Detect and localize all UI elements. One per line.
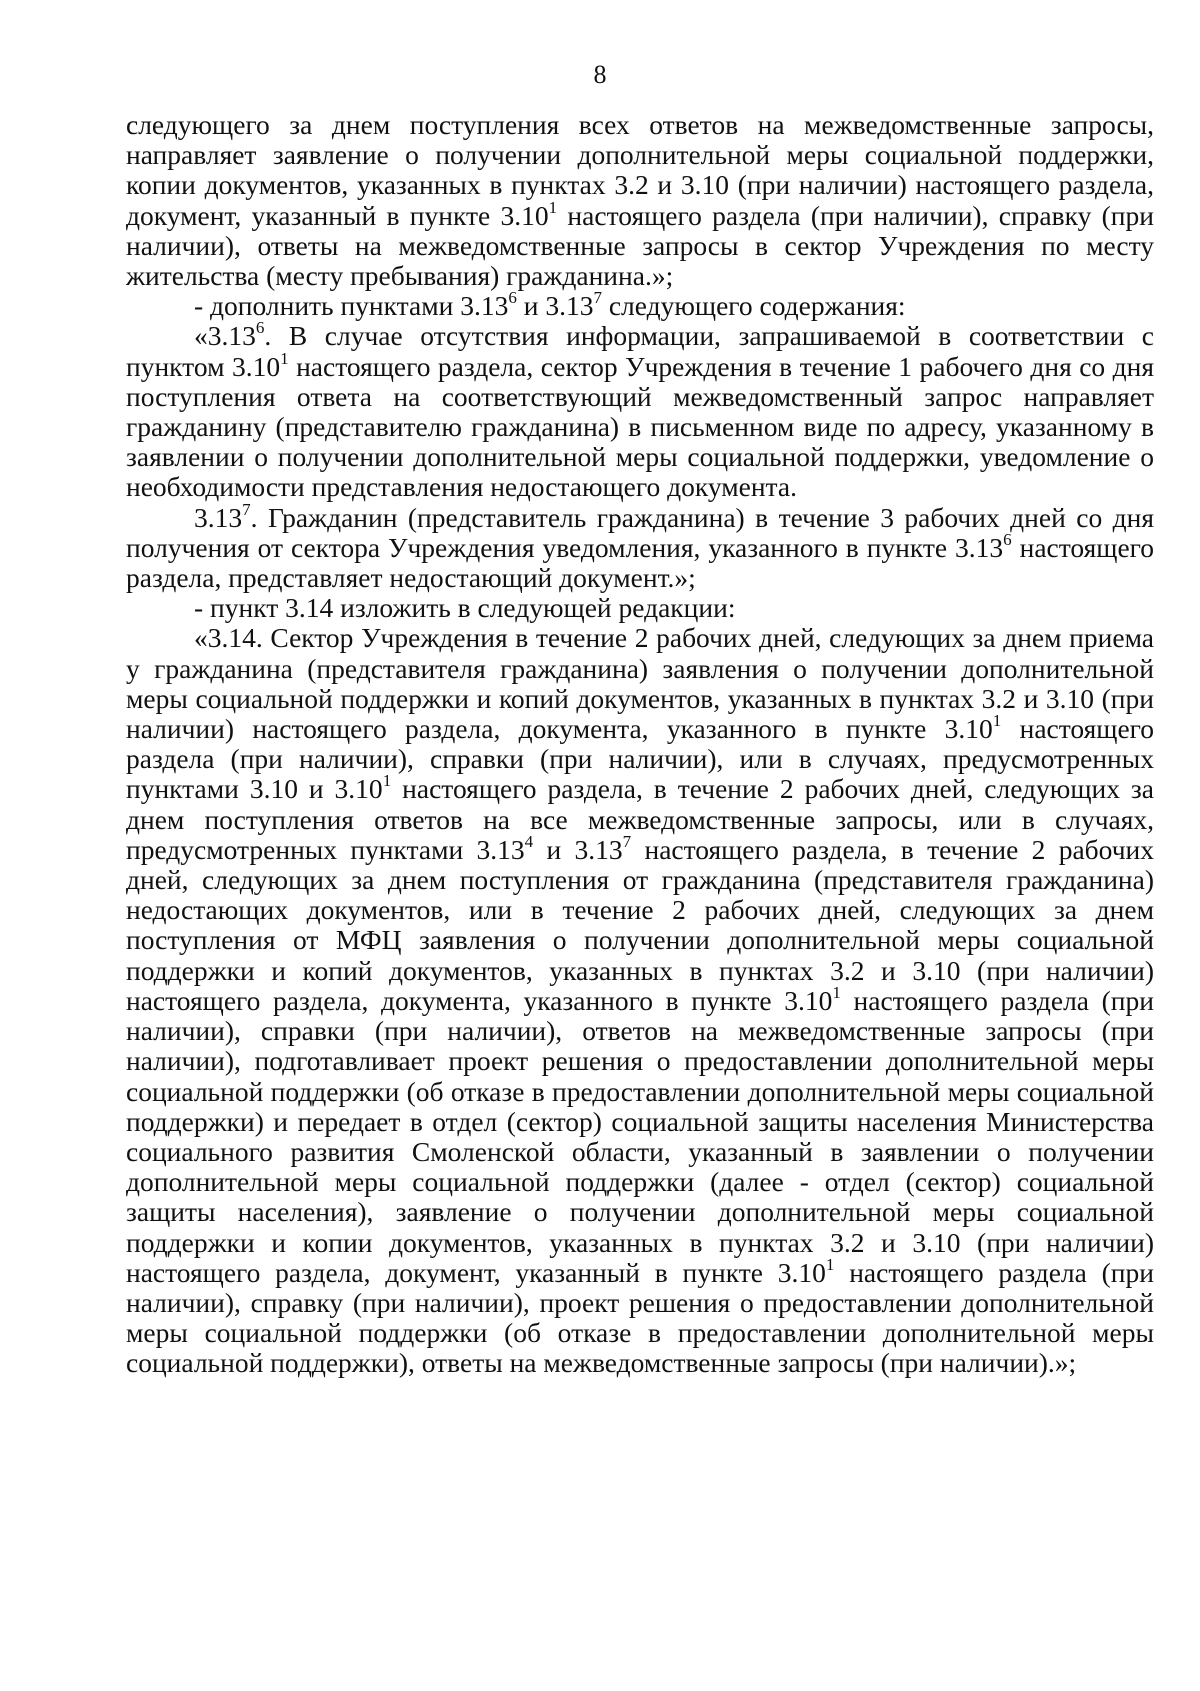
text-run: «3.14. Сектор Учреждения в течение 2 рабочих дней, следующих за днем приема у гражданина (представителя гражданина) заявления о получении дополнительной меры социальной поддержки и копий документов, указанных в пунктах 3.2 и 3.10 (при наличии) настоящего раздела, документа, указанного в пункте 3.10 [126, 622, 1154, 745]
text-run: и 3.13 [516, 290, 594, 322]
superscript-index: 4 [524, 831, 534, 851]
text-run: следующего содержания: [601, 290, 906, 322]
text-run: - пункт 3.14 изложить в следующей редакции: [194, 592, 736, 624]
superscript-index: 6 [508, 288, 517, 308]
superscript-index: 1 [825, 1254, 835, 1274]
text-run: настоящего раздела (при наличии), справку (при наличии), ответы на межведомственные запросы в сектор Учреждения по месту жительства (месту пребывания) гражданина.»; [126, 199, 1154, 292]
superscript-index: 1 [382, 771, 392, 791]
text-run: настоящего раздела, в течение 2 рабочих дней, следующих за днем поступления от гражданина (представителя гражданина) недостающих документов, или в течение 2 рабочих дней, следующих за днем поступления от МФЦ заявления о получении дополнительной меры социальной поддержки и копий документов, указанных в пунктах 3.2 и 3.10 (при наличии) настоящего раздела, документа, указанного в пункте 3.10 [126, 833, 1154, 1016]
text-run: следующего за днем поступления всех ответов на межведомственные запросы, направляет заявление о получении дополнительной меры социальной поддержки, копии документов, указанных в пунктах 3.2 и 3.10 (при наличии) настоящего раздела, документ, указанный в пункте 3.10 [126, 109, 1154, 231]
superscript-index: 7 [593, 288, 602, 308]
text-run: . В случае отсутствия информации, запрашиваемой в соответствии с пунктом 3.10 [126, 320, 1154, 382]
text-run: 3.13 [194, 501, 243, 533]
text-run: настоящего раздела, представляет недостающий документ.»; [126, 531, 1154, 594]
text-run: - дополнить пунктами 3.13 [194, 290, 509, 322]
superscript-index: 1 [548, 197, 558, 217]
paragraph [126, 110, 1154, 291]
superscript-index: 6 [1003, 529, 1012, 549]
document-body [126, 110, 1154, 1379]
text-run: настоящего раздела (при наличии), справки (при наличии), или в случаях, предусмотренных пунктами 3.10 и 3.10 [126, 713, 1154, 805]
text-run: и 3.13 [533, 833, 623, 865]
text-run: настоящего раздела (при наличии), справку (при наличии), проект решения о предоставлении дополнительной меры социальной поддержки (об отказе в предоставлении дополнительной меры социальной поддержки), ответы на межведомственные запросы (при наличии).»; [126, 1256, 1154, 1379]
text-run: . Гражданин (представитель гражданина) в течение 3 рабочих дней со дня получения от сектора Учреждения уведомления, указанного в пункте 3.13 [126, 501, 1154, 563]
paragraph [126, 623, 1154, 1378]
paragraph [126, 499, 1154, 594]
superscript-index: 7 [242, 499, 251, 519]
superscript-index: 7 [622, 831, 632, 851]
superscript-index: 1 [280, 348, 289, 368]
superscript-index: 1 [832, 982, 841, 1002]
text-run: настоящего раздела, в течение 2 рабочих дней, следующих за днем поступления ответов на все межведомственные запросы, или в случаях, предусмотренных пунктами 3.13 [126, 773, 1154, 865]
paragraph [126, 288, 1154, 322]
paragraph [126, 593, 1154, 623]
paragraph [126, 318, 1154, 503]
text-run: настоящего раздела (при наличии), справки (при наличии), ответов на межведомственные запросы (при наличии), подготавливает проект решения о предоставлении дополнительной меры социальной поддержки (об отказе в предоставлении дополнительной меры социальной поддержки) и передает в отдел (сектор) социальной защиты населения Министерства социального развития Смоленской области, указанный в заявлении о получении дополнительной меры социальной поддержки (далее - отдел (сектор) социальной защиты населения), заявление о получении дополнительной меры социальной поддержки и копии документов, указанных в пунктах 3.2 и 3.10 (при наличии) настоящего раздела, документ, указанный в пункте 3.10 [126, 984, 1154, 1288]
text-run: настоящего раздела, сектор Учреждения в течение 1 рабочего дня со дня поступления ответа на соответствующий межведомственный запрос направляет гражданину (представителю гражданина) в письменном виде по адресу, указанному в заявлении о получении дополнительной меры социальной поддержки, уведомление о необходимости представления недостающего документа. [126, 350, 1154, 503]
superscript-index: 1 [992, 711, 1002, 731]
page-number: 8 [593, 60, 607, 89]
text-run: «3.13 [194, 320, 256, 352]
superscript-index: 6 [255, 318, 265, 338]
